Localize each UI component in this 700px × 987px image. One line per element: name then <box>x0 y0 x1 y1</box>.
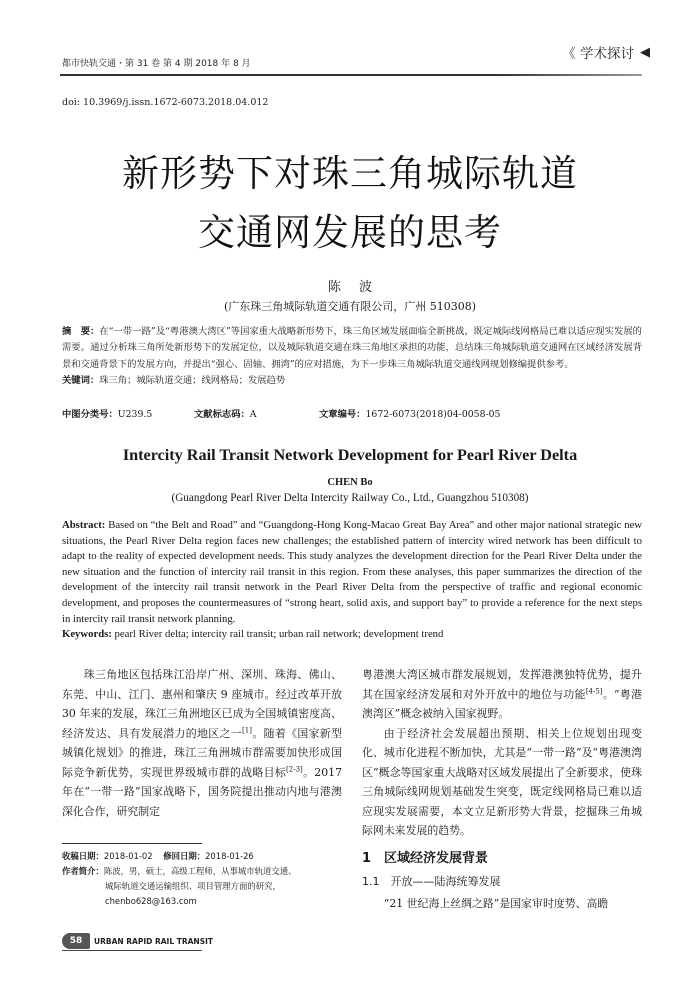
received-date: 2018-01-02 <box>103 851 153 861</box>
body-paragraph: 由于经济社会发展超出预期、相关上位规划出现变化、城市化进程不断加快，尤其是“一带一路”及“粤港澳湾区”概念等国家重大战略对区域发展提出了全新要求，使珠三角城际线网规划基础发生突变，既定线网格局已难以适应现实发展需要，本文立足新形势大背景，挖掘珠三角城际网未来发展的趋势。 <box>362 726 642 837</box>
citation[interactable]: [1] <box>242 725 252 734</box>
revised-date: 2018-01-26 <box>205 851 254 861</box>
footnote-divider <box>62 843 202 844</box>
title-cn-line2: 交通网发展的思考 <box>198 211 502 254</box>
section-tag <box>562 42 650 62</box>
section-label: 《 学术探讨 <box>562 46 634 62</box>
title-cn-line1: 新形势下对珠三角城际轨道 <box>122 152 578 195</box>
body-paragraph: “21 世纪海上丝绸之路”是国家审时度势、高瞻 <box>383 896 609 910</box>
body-column-right <box>362 665 642 913</box>
doi: doi: 10.3969/j.issn.1672-6073.2018.04.012 <box>62 97 269 108</box>
abstract-cn-label: 摘 要： <box>62 326 100 337</box>
body-paragraph: 珠三角地区包括珠江沿岸广州、深圳、珠海、佛山、东莞、中山、江门、惠州和肇庆 9 座城市。经过改革开放 30 年来的发展，珠江三角洲地区已成为全国城镇密度高、经济发达、具有发展潜力的地区之一[1]。随着《国家新型城镇化规划》的推进，珠江三角洲城市群需要加快形成国际竞争新优势，实现世界级城市群的战略目标[2-3]。2017 年在“一带一路”国家战略下，国务院提出推动内地与港澳深化合作，研究制定 <box>62 668 342 818</box>
author-bio: 陈波，男，硕士，高级工程师，从事城市轨道交通、 <box>103 866 297 876</box>
affiliation-cn: (广东珠三角城际轨道交通有限公司，广州 510308) <box>223 300 477 313</box>
body-column-left <box>62 665 342 821</box>
author-cn: 陈波 <box>327 280 390 295</box>
abstract-en-text: Based on “the Belt and Road” and “Guangdong-Hong Kong-Macao Great Bay Area” and other major national strategic new situations, the Pearl River Delta region faces new challenges; the established pattern of intercity wired network has been difficult to adapt to the reality of expected development needs. This study analyzes the development direction for the Pearl River Delta under the new situation and the function of intercity rail transit in this region. From these analyses, this paper summarizes the direction of the development of the intercity rail transit network in the Pearl River Delta from the perspective of traffic and regional economic development, and proposes the countermeasures of “strong heart, solid axis, and support bay” to provide a reference for the next steps in intercity rail transit network planning. <box>62 519 642 625</box>
clc-value: U239.5 <box>117 409 153 420</box>
section-heading: 1 区域经济发展背景 <box>362 850 489 866</box>
clc-label: 中图分类号： <box>62 409 118 420</box>
triangle-left-icon: ◀ <box>640 44 650 60</box>
author-email[interactable]: chenbo628@163.com <box>105 896 197 906</box>
affiliation-en: (Guangdong Pearl River Delta Intercity Railway Co., Ltd., Guangzhou 510308) <box>171 492 529 504</box>
footnote: 收稿日期：2018-01-02 修回日期：2018-01-26 作者简介：陈波，男，硕士，高级工程师，从事城市轨道交通、 城际轨道交通运输组织、项目管理方面的研究， chenbo628@163.com <box>62 849 342 909</box>
abstract-cn <box>62 324 642 389</box>
subsection-heading: 1.1 开放——陆海统筹发展 <box>362 875 501 888</box>
classification-meta <box>62 406 642 420</box>
citation[interactable]: [2-3] <box>286 764 303 773</box>
keywords-cn-label: 关键词： <box>62 374 100 386</box>
abstract-en <box>62 518 642 643</box>
page-number: 58 <box>62 933 90 949</box>
doc-code-value: A <box>249 409 257 420</box>
header-divider <box>60 74 642 76</box>
keywords-en-text: pearl River delta; intercity rail transit; urban rail network; development trend <box>114 628 444 641</box>
journal-info: 都市快轨交通・第 31 卷 第 4 期 2018 年 8 月 <box>62 59 251 69</box>
article-no-label: 文章编号： <box>319 409 366 420</box>
footer-divider <box>62 950 202 951</box>
journal-name-en: URBAN RAPID RAIL TRANSIT <box>94 936 214 946</box>
abstract-en-label: Abstract: <box>62 519 106 531</box>
author-en: CHEN Bo <box>327 477 373 488</box>
body-paragraph: 粤港澳大湾区城市群发展规划，发挥港澳独特优势，提升其在国家经济发展和对外开放中的地位与功能[4-5]。“粤港澳湾区”概念被纳入国家视野。 <box>362 668 642 720</box>
doc-code-label: 文献标志码： <box>194 409 250 420</box>
keywords-en-label: Keywords: <box>62 628 112 641</box>
citation[interactable]: [4-5] <box>585 686 603 695</box>
keywords-cn-text: 珠三角；城际轨道交通；线网格局；发展趋势 <box>99 374 286 386</box>
page-footer <box>62 933 213 949</box>
title-en: Intercity Rail Transit Network Development for Pearl River Delta <box>122 446 578 464</box>
abstract-cn-text: 在“一带一路”及“粤港澳大湾区”等国家重大战略新形势下，珠三角区域发展面临全新挑战，既定城际线网格局已难以适应现实发展的需要。通过分析珠三角所处新形势下的发展定位，以及城际轨道交通在珠三角地区承担的功能，总结珠三角城际轨道交通网在区域经济发展背景和交通背景下的发展方向，并提出“强心、固轴、拥湾”的应对措施，为下一步珠三角城际轨道交通线网规划修编提供参考。 <box>62 326 642 370</box>
article-no-value: 1672-6073(2018)04-0058-05 <box>365 409 501 420</box>
